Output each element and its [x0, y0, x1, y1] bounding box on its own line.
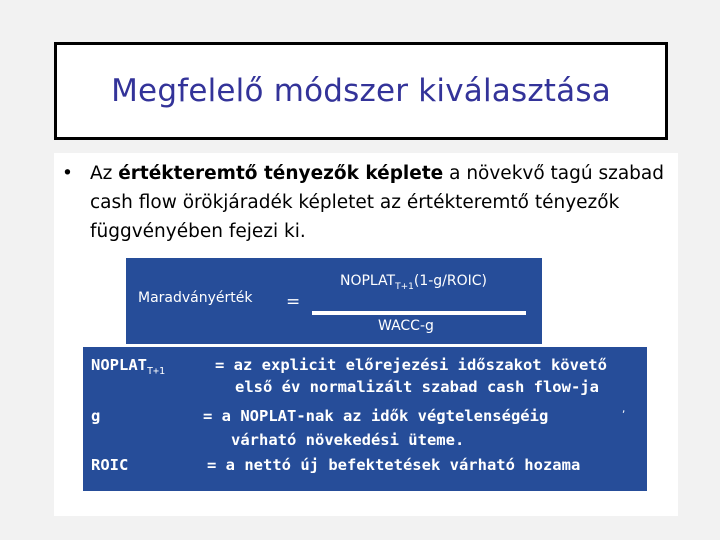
def-roic-line: = a nettó új befektetések várható hozama — [207, 456, 581, 474]
formula-numerator — [340, 273, 487, 292]
formula-equals: = — [286, 292, 301, 312]
slide-title: Megfelelő módszer kiválasztása — [111, 73, 611, 109]
def-term-noplat-sub: T+1 — [147, 366, 166, 378]
def-noplat-comma: , — [621, 405, 627, 415]
def-noplat-line1: = az explicit előrejezési időszakot követő — [215, 356, 607, 374]
title-box — [54, 42, 668, 140]
numerator-main: NOPLAT — [340, 273, 396, 289]
bullet-prefix: Az — [90, 163, 119, 184]
bullet-suffix: a növekvő tagú szabad cash flow örökjáradék képletet az értékteremtő tényezők függvényében fejezi ki. — [90, 163, 664, 242]
formula-box — [126, 258, 542, 344]
formula-label: Maradványérték — [138, 290, 253, 306]
definitions-box — [83, 347, 647, 491]
numerator-sub: T+1 — [395, 281, 414, 292]
formula-denominator: WACC-g — [378, 318, 434, 334]
def-term-g: g — [91, 407, 101, 425]
bullet-marker: • — [62, 163, 73, 184]
def-term-noplat-main: NOPLAT — [91, 356, 147, 374]
bullet-text — [90, 159, 676, 246]
def-term-noplat — [91, 356, 165, 377]
bullet-item — [60, 159, 676, 246]
def-g-line2: várható növekedési üteme. — [231, 431, 465, 449]
def-noplat-line2: első év normalizált szabad cash flow-ja — [235, 378, 599, 396]
numerator-rest: (1-g/ROIC) — [413, 273, 488, 289]
def-term-roic: ROIC — [91, 456, 129, 474]
fraction-line — [312, 311, 526, 315]
def-g-line1: = a NOPLAT-nak az idők végtelenségéig — [203, 407, 549, 425]
bullet-bold: értékteremtő tényezők képlete — [118, 163, 444, 184]
